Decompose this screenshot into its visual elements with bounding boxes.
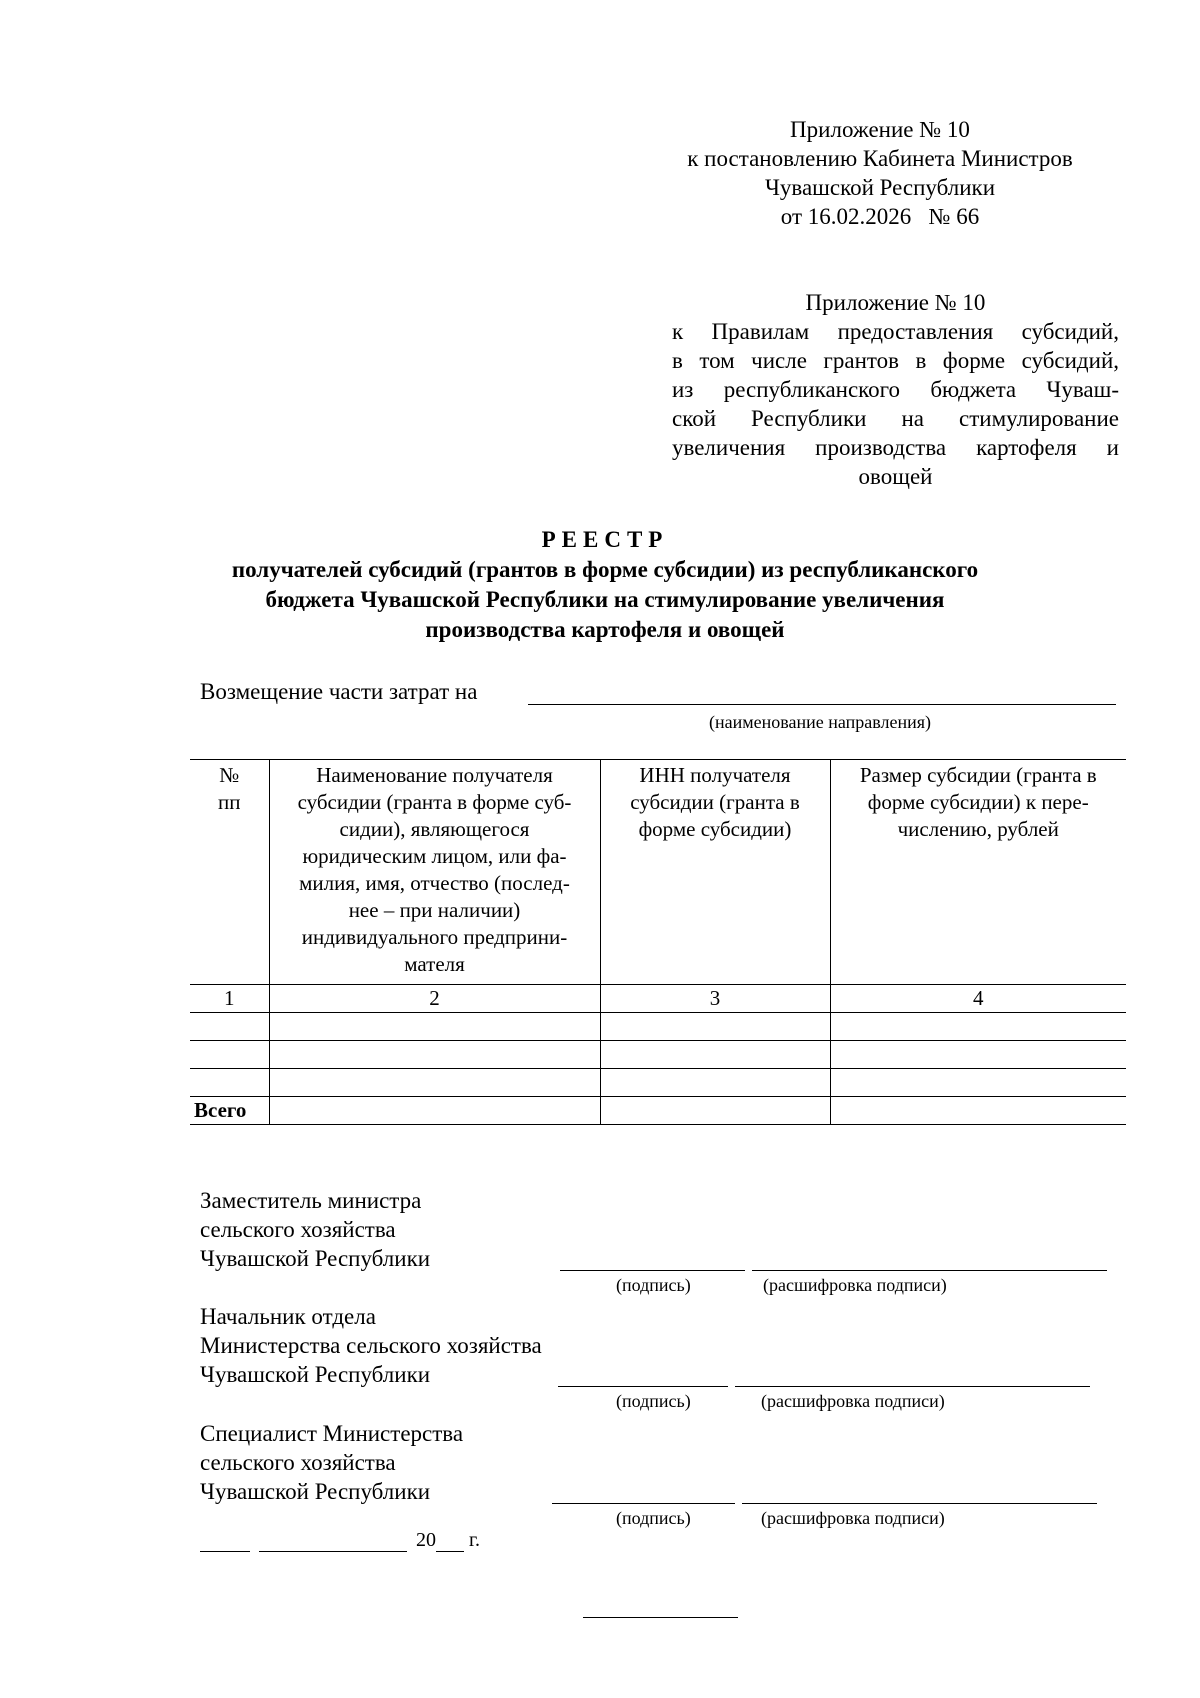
signature-decode-hint: (расшифровка подписи) <box>763 1275 947 1295</box>
register-subtitle-line: производства картофеля и овощей <box>425 617 785 642</box>
table-row <box>190 1069 1126 1097</box>
header-cell-line: индивидуального предприни- <box>301 925 568 949</box>
header-cell-number <box>190 760 269 985</box>
table-column-numbers-row <box>190 985 1126 1013</box>
signatory-title-line: сельского хозяйства <box>200 1450 396 1475</box>
header-cell-line: субсидии (гранта в <box>630 790 800 814</box>
header-cell-line: ИНН получателя <box>639 763 791 787</box>
date-year-prefix: 20 <box>416 1529 436 1551</box>
appendix-rules-line: увеличения производства картофеля и <box>672 435 1119 460</box>
table-cell[interactable] <box>269 1013 600 1041</box>
signatory-title-line: Чувашской Республики <box>200 1362 431 1387</box>
table-cell[interactable] <box>830 1041 1126 1069</box>
signature-decode-hint: (расшифровка подписи) <box>761 1508 945 1528</box>
signature-hint: (подпись) <box>616 1391 691 1411</box>
appendix-decree-line: Приложение № 10 <box>790 117 970 142</box>
header-cell-line: форме субсидии) к пере- <box>867 790 1089 814</box>
header-cell-line: милия, имя, отчество (послед- <box>299 871 570 895</box>
signatory-title-line: Чувашской Республики <box>200 1479 431 1504</box>
header-cell-line: субсидии (гранта в форме суб- <box>297 790 572 814</box>
signature-hint: (подпись) <box>616 1275 691 1295</box>
column-number: 2 <box>269 985 600 1013</box>
signature-block-deputy-minister <box>200 1186 430 1273</box>
appendix-rules-line: ской Республики на стимулирование <box>672 406 1119 431</box>
table-cell[interactable] <box>600 1013 830 1041</box>
direction-label: Возмещение части затрат на <box>200 679 478 704</box>
signature-line[interactable] <box>560 1270 745 1271</box>
header-cell-line: нее – при наличии) <box>348 898 521 922</box>
header-cell-recipient <box>269 760 600 985</box>
signatory-title-line: сельского хозяйства <box>200 1217 396 1242</box>
document-end-rule <box>583 1617 738 1618</box>
date-year-suffix: г. <box>469 1529 480 1551</box>
signature-hint: (подпись) <box>616 1508 691 1528</box>
table-row <box>190 1041 1126 1069</box>
table-cell[interactable] <box>269 1069 600 1097</box>
column-number: 4 <box>830 985 1126 1013</box>
register-subtitle-line: получателей субсидий (грантов в форме субсидии) из республиканского <box>231 557 979 582</box>
total-label: Всего <box>190 1097 269 1125</box>
direction-hint: (наименование направления) <box>708 712 932 732</box>
date-day-blank[interactable] <box>200 1531 250 1552</box>
table-cell[interactable] <box>830 1097 1126 1125</box>
signature-decode-line[interactable] <box>752 1270 1107 1271</box>
signature-line[interactable] <box>558 1386 728 1387</box>
header-cell-amount <box>830 760 1126 985</box>
header-cell-line: Наименование получателя <box>316 763 553 787</box>
header-cell-line: Размер субсидии (гранта в <box>859 763 1097 787</box>
appendix-rules-line: к Правилам предоставления субсидий, <box>672 319 1119 344</box>
signature-decode-hint: (расшифровка подписи) <box>761 1391 945 1411</box>
header-cell-line: мателя <box>404 952 465 976</box>
table-cell[interactable] <box>600 1097 830 1125</box>
appendix-decree-date: от 16.02.2026 № 66 <box>780 204 980 229</box>
signatory-title-line: Чувашской Республики <box>200 1246 431 1271</box>
table-cell[interactable] <box>190 1069 269 1097</box>
register-subtitle-line: бюджета Чувашской Республики на стимулирование увеличения <box>265 587 945 612</box>
table-cell[interactable] <box>830 1069 1126 1097</box>
date-line <box>200 1528 480 1552</box>
header-cell-line: сидии), являющегося <box>339 817 530 841</box>
table-cell[interactable] <box>190 1041 269 1069</box>
signatory-title-line: Специалист Министерства <box>200 1421 464 1446</box>
date-year-blank[interactable] <box>436 1531 464 1552</box>
direction-row <box>200 677 1120 706</box>
signature-decode-line[interactable] <box>735 1386 1090 1387</box>
table-total-row <box>190 1097 1126 1125</box>
appendix-rules-heading: Приложение № 10 <box>805 290 986 315</box>
signature-line[interactable] <box>552 1503 735 1504</box>
header-cell-line: числению, рублей <box>897 817 1059 841</box>
signatory-title-line: Заместитель министра <box>200 1188 422 1213</box>
table-row <box>190 1013 1126 1041</box>
table-cell[interactable] <box>269 1097 600 1125</box>
header-cell-line: юридическим лицом, или фа- <box>302 844 567 868</box>
date-month-blank[interactable] <box>259 1531 407 1552</box>
direction-fill-line[interactable] <box>528 704 1116 705</box>
appendix-decree-line: Чувашской Республики <box>764 175 996 200</box>
header-cell-line: форме субсидии) <box>638 817 792 841</box>
header-cell-inn <box>600 760 830 985</box>
signatory-title-line: Начальник отдела <box>200 1304 376 1329</box>
appendix-rules-line: овощей <box>858 464 933 489</box>
table-cell[interactable] <box>269 1041 600 1069</box>
column-number: 3 <box>600 985 830 1013</box>
signatory-title-line: Министерства сельского хозяйства <box>200 1333 542 1358</box>
table-cell[interactable] <box>600 1069 830 1097</box>
table-header-row <box>190 760 1126 985</box>
register-title <box>190 525 1020 645</box>
table-cell[interactable] <box>600 1041 830 1069</box>
table-cell[interactable] <box>830 1013 1126 1041</box>
header-cell-line: № <box>219 763 240 787</box>
table-cell[interactable] <box>190 1013 269 1041</box>
signature-decode-line[interactable] <box>742 1503 1097 1504</box>
signature-block-department-head <box>200 1302 542 1389</box>
appendix-rules-line: из республиканского бюджета Чуваш- <box>672 377 1119 402</box>
appendix-decree-block <box>660 115 1100 231</box>
appendix-rules-line: в том числе грантов в форме субсидий, <box>672 348 1119 373</box>
column-number: 1 <box>190 985 269 1013</box>
register-table <box>190 759 1126 1125</box>
header-cell-line: пп <box>218 790 241 814</box>
register-heading: РЕЕСТР <box>541 527 669 552</box>
appendix-decree-line: к постановлению Кабинета Министров <box>687 146 1073 171</box>
signature-block-specialist <box>200 1419 463 1506</box>
appendix-rules-block <box>672 288 1119 491</box>
